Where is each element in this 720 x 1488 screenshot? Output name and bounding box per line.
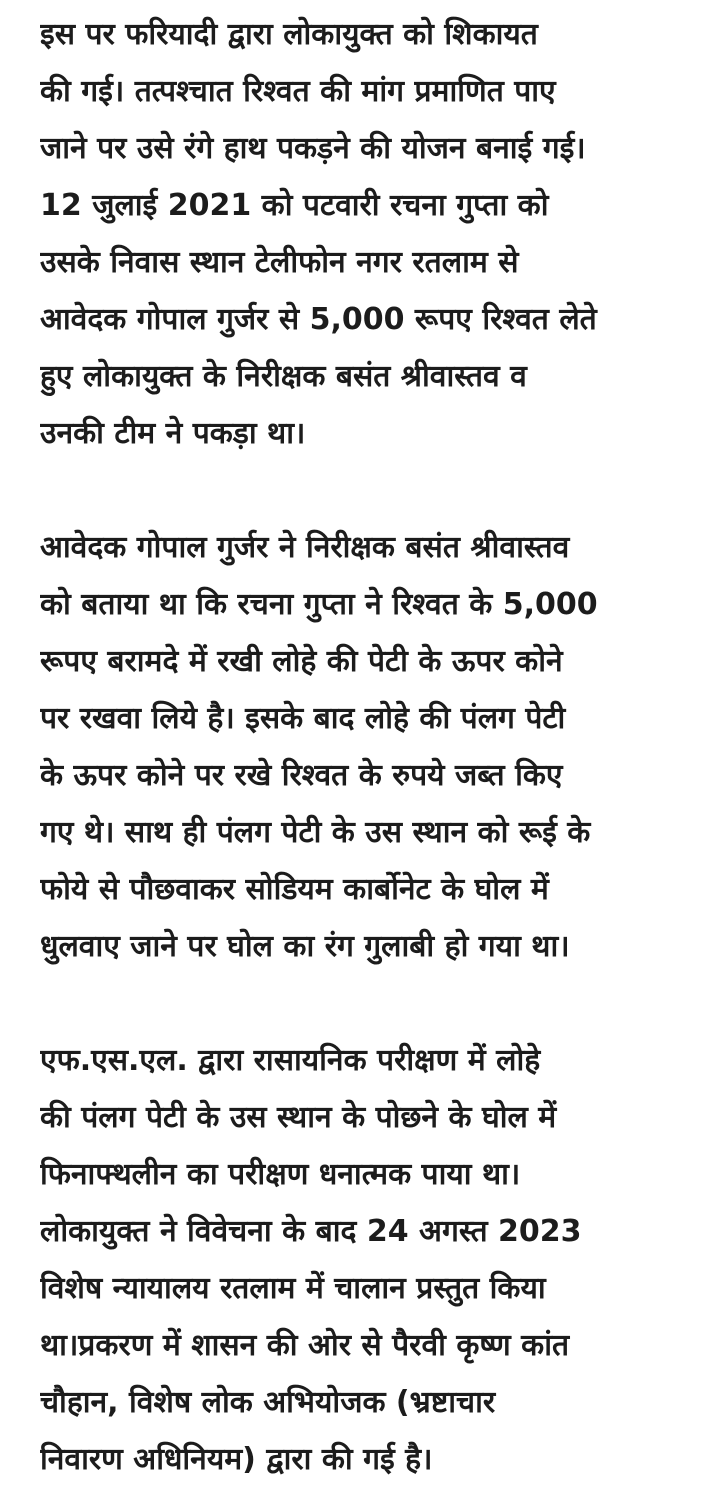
text-line: उसके निवास स्थान टेलीफोन नगर रतलाम से [40, 245, 519, 280]
text-line: विशेष न्यायालय रतलाम में चालान प्रस्तुत किया [40, 1271, 546, 1306]
text-line: एफ.एस.एल. द्वारा रासायनिक परीक्षण में लोहे [40, 1043, 541, 1078]
text-line: निवारण अधिनियम) द्वारा की गई है। [40, 1442, 433, 1477]
text-line: आवेदक गोपाल गुर्जर से 5,000 रूपए रिश्वत लेते [40, 302, 597, 337]
text-line: फोये से पौछवाकर सोडियम कार्बोनेट के घोल में [40, 872, 549, 907]
text-line: जाने पर उसे रंगे हाथ पकड़ने की योजन बनाई गई। [40, 131, 586, 166]
text-line: रूपए बरामदे में रखी लोहे की पेटी के ऊपर कोने [40, 644, 563, 679]
text-line: पर रखवा लिये है। इसके बाद लोहे की पंलग पेटी [40, 701, 566, 736]
paragraph-complaint-and-arrest [40, 6, 680, 462]
text-line: हुए लोकायुक्त के निरीक्षक बसंत श्रीवास्तव व [40, 359, 527, 394]
text-line: आवेदक गोपाल गुर्जर ने निरीक्षक बसंत श्रीवास्तव [40, 530, 570, 565]
paragraph-fsl-and-trial [40, 1032, 680, 1488]
text-line: उनकी टीम ने पकड़ा था। [40, 416, 306, 451]
text-line: के ऊपर कोने पर रखे रिश्वत के रुपये जब्त किए [40, 758, 563, 793]
text-line: 12 जुलाई 2021 को पटवारी रचना गुप्ता को [40, 188, 549, 223]
text-line: की पंलग पेटी के उस स्थान के पोछने के घोल में [40, 1100, 557, 1135]
text-line: इस पर फरियादी द्वारा लोकायुक्त को शिकायत [40, 17, 538, 52]
paragraph-evidence-seizure [40, 519, 680, 975]
text-line: को बताया था कि रचना गुप्ता ने रिश्वत के 5,000 [40, 587, 598, 622]
text-line: गए थे। साथ ही पंलग पेटी के उस स्थान को रूई के [40, 815, 591, 850]
text-line: धुलवाए जाने पर घोल का रंग गुलाबी हो गया था। [40, 929, 570, 964]
text-line: की गई। तत्पश्चात रिश्वत की मांग प्रमाणित पाए [40, 74, 556, 109]
text-line: था।प्रकरण में शासन की ओर से पैरवी कृष्ण कांत [40, 1328, 570, 1363]
text-line: फिनाफ्थलीन का परीक्षण धनात्मक पाया था। [40, 1157, 521, 1192]
text-line: लोकायुक्त ने विवेचना के बाद 24 अगस्त 2023 [40, 1214, 582, 1249]
text-line: चौहान, विशेष लोक अभियोजक (भ्रष्टाचार [40, 1385, 496, 1420]
